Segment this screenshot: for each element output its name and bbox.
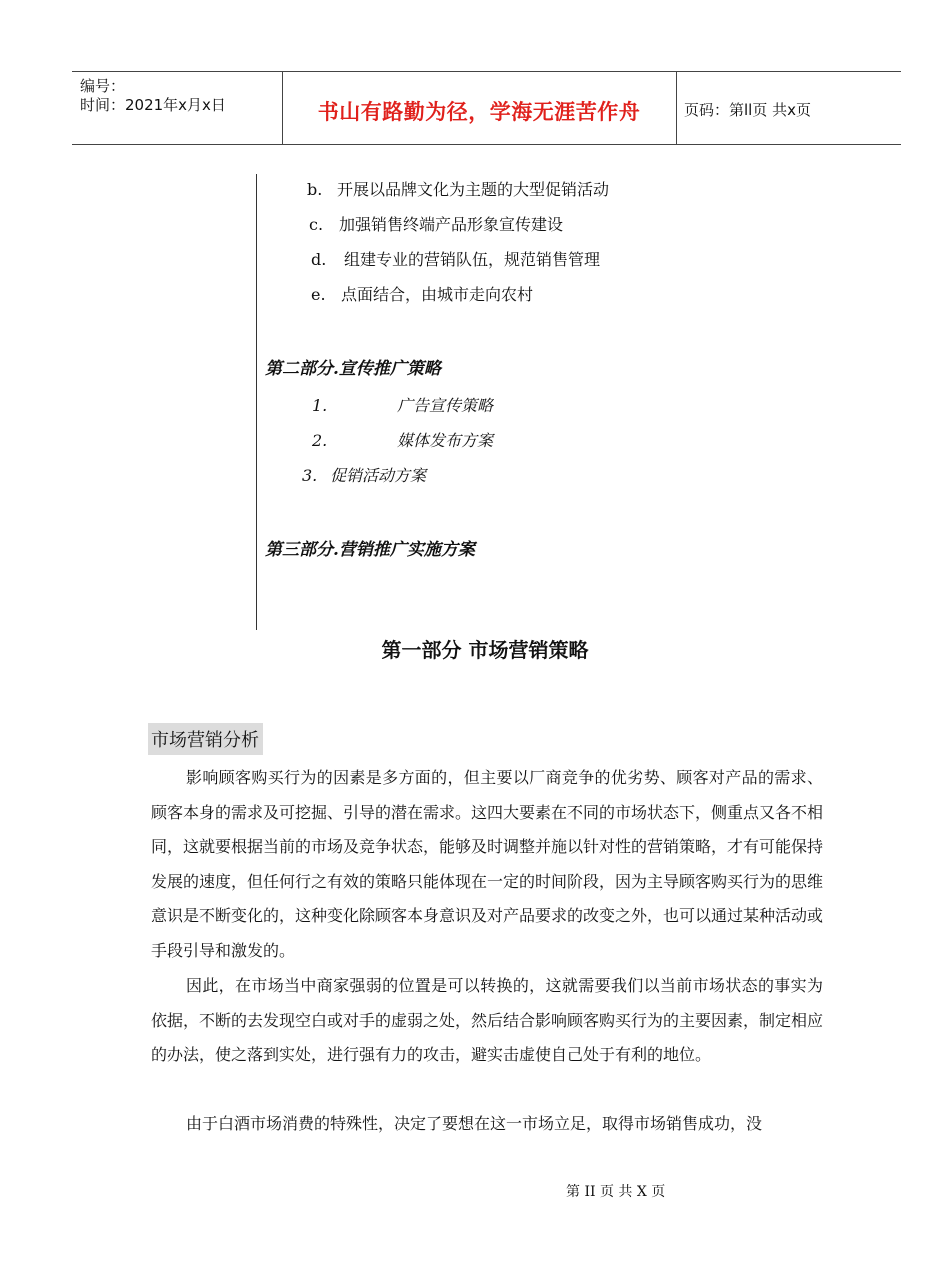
toc-item-text: 点面结合，由城市走向农村 [341, 285, 534, 304]
toc-item-text: 组建专业的营销队伍，规范销售管理 [344, 250, 601, 269]
toc-item-marker: b. [307, 180, 323, 199]
section-title: 市场营销分析 [148, 723, 263, 755]
toc-part2-item [312, 428, 493, 451]
body-paragraph: 由于白酒市场消费的特殊性，决定了要想在这一市场立足，取得市场销售成功，没 [186, 1114, 763, 1133]
page-footer: 第 II 页 共 X 页 [566, 1184, 666, 1200]
header-page-label: 页码：第ll页 共x页 [684, 101, 811, 119]
toc-part2-item [302, 463, 426, 486]
header-time-label: 时间：2021年x月x日 [80, 96, 226, 114]
toc-item-marker: c. [309, 215, 324, 234]
document-header [72, 71, 901, 145]
toc-item [311, 247, 600, 270]
toc-item [307, 177, 609, 200]
toc-part2-item-text: 广告宣传策略 [397, 396, 494, 415]
body-paragraph: 影响顾客购买行为的因素是多方面的，但主要以厂商竞争的优劣势、顾客对产品的需求、顾客本身的需求及可挖掘、引导的潜在需求。这四大要素在不同的市场状态下，侧重点又各不相同，这就要根据当前的市场及竞争状态，能够及时调整并施以针对性的营销策略，才有可能保持发展的速度，但任何行之有效的策略只能体现在一定的时间阶段，因为主导顾客购买行为的思维意识是不断变化的，这种变化除顾客本身意识及对产品要求的改变之外，也可以通过某种活动或手段引导和激发的。 [151, 768, 824, 960]
toc-part3-heading: 第三部分.营销推广实施方案 [265, 540, 475, 560]
chapter-title: 第一部分 市场营销策略 [381, 638, 589, 662]
toc-item-marker: e. [311, 285, 326, 304]
toc-part2-item-text: 促销活动方案 [330, 466, 427, 485]
toc-part2-item [312, 393, 493, 416]
toc-item [309, 212, 563, 235]
toc-part2-item-num: 3. [302, 466, 318, 485]
header-number-label: 编号： [80, 77, 126, 95]
toc-item-marker: d. [311, 250, 327, 269]
toc-item-text: 开展以品牌文化为主题的大型促销活动 [337, 180, 610, 199]
header-meta [80, 77, 226, 115]
toc-item-text: 加强销售终端产品形象宣传建设 [339, 215, 564, 234]
header-divider [676, 72, 677, 144]
body-paragraph: 因此，在市场当中商家强弱的位置是可以转换的，这就需要我们以当前市场状态的事实为依据，不断的去发现空白或对手的虚弱之处，然后结合影响顾客购买行为的主要因素，制定相应的办法，使之落到实处，进行强有力的攻击，避实击虚使自己处于有利的地位。 [151, 976, 824, 1064]
toc-item [311, 282, 533, 305]
toc-part2-item-num: 1. [312, 396, 328, 415]
header-divider [282, 72, 283, 144]
toc-rule [256, 174, 257, 630]
toc-part2-item-num: 2. [312, 431, 328, 450]
header-motto: 书山有路勤为径，学海无涯苦作舟 [317, 100, 641, 124]
toc-part2-heading: 第二部分.宣传推广策略 [265, 359, 441, 379]
toc-part2-item-text: 媒体发布方案 [397, 431, 494, 450]
